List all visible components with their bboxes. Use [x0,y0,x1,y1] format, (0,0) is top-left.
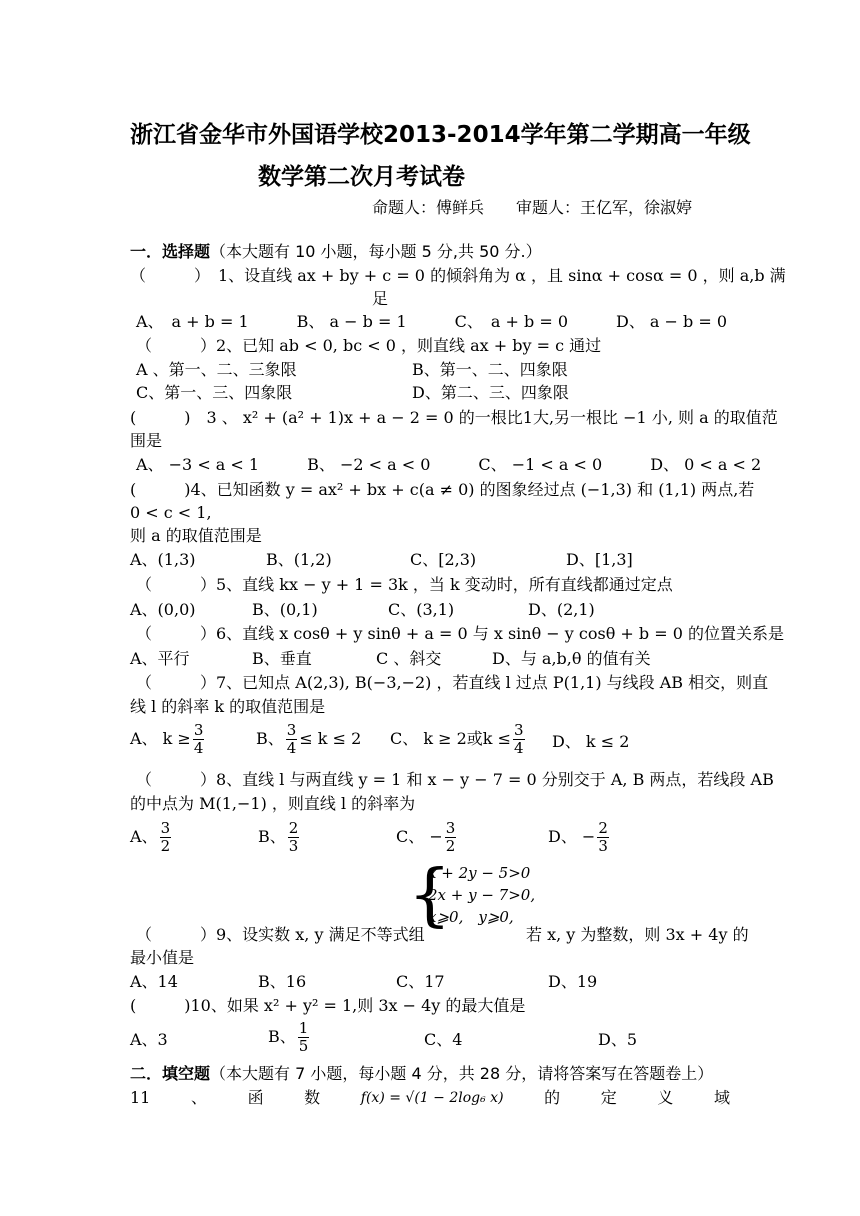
q8-option-c-fraction [445,820,457,855]
q9-option-d: D、19 [548,972,598,991]
q8-option-b-num: 2 [288,819,299,837]
q7-stem: （ ）7、已知点 A(2,3), B(−3,−2) ，若直线 l 过点 P(1,1) 与线段 AB 相交，则直 [136,673,769,692]
q4-stem-cont: 0 < c < 1, [130,503,212,522]
q11-word-4: 定 [600,1088,617,1107]
q8-option-d-label: D、 − [548,827,596,846]
q7-option-c [390,722,527,757]
authors-line: 命题人：傅鲜兵 审题人：王亿军，徐淑婷 [372,198,693,217]
q8-option-d-num: 2 [598,819,608,837]
q7-option-b [256,722,361,757]
q4-stem-cont2: 则 a 的取值范围是 [130,526,262,545]
q8-option-d-fraction [597,820,609,855]
q7-option-a-den: 4 [193,739,204,757]
q7-option-a-label: A、 k ≥ [130,729,191,748]
q5-option-a: A、(0,0) [130,600,196,619]
q7-option-b-fraction [286,722,298,757]
q4-option-d: D、[1,3] [566,550,633,569]
q9-system-brace: { [408,856,452,935]
q7-option-d: D、 k ≤ 2 [552,732,630,751]
q9-stem: （ ）9、设实数 x, y 满足不等式组 [136,925,425,944]
q2-option-c: C、第一、三、四象限 [136,383,293,402]
q8-stem-cont: 的中点为 M(1,−1) ，则直线 l 的斜率为 [130,794,416,813]
q10-option-b-label: B、 [268,1027,296,1046]
q1-stem: （ ） 1、设直线 ax + by + c = 0 的倾斜角为 α ，且 sinα + cosα = 0 ，则 a,b 满 [130,266,786,285]
q7-option-a-fraction [193,722,205,757]
q4-option-a: A、(1,3) [130,550,196,569]
q8-option-a [130,820,173,855]
q6-option-c: C 、斜交 [376,649,442,668]
q3-stem: ( ) 3 、 x² + (a² + 1)x + a − 2 = 0 的一根比1大,另一根比 −1 小, 则 a 的取值范 [130,408,778,427]
q7-option-a [130,722,206,757]
q5-stem: （ ）5、直线 kx − y + 1 = 3k ，当 k 变动时，所有直线都通过定点 [136,575,673,594]
q10-option-c: C、4 [424,1030,463,1049]
q10-stem: ( )10、如果 x² + y² = 1,则 3x − 4y 的最大值是 [130,996,526,1015]
q11-word-1: 函 [247,1088,264,1107]
q9-option-b: B、16 [258,972,307,991]
q6-option-d: D、与 a,b,θ 的值有关 [492,649,651,668]
q8-option-a-label: A、 [130,827,158,846]
q10-option-b-den: 5 [298,1037,309,1055]
q1-stem-cont: 足 [372,289,389,308]
q11-sep: 、 [190,1088,207,1107]
q1-options: A、 a + b = 1 B、 a − b = 1 C、 a + b = 0 D、 a − b = 0 [136,312,728,331]
q7-option-b-label: B、 [256,729,284,748]
q10-option-d: D、5 [598,1030,638,1049]
q11-word-3: 的 [544,1088,561,1107]
q8-option-a-fraction [160,820,172,855]
q2-stem: （ ）2、已知 ab < 0, bc < 0 ，则直线 ax + by = c 通过 [136,336,602,355]
q9-system-eq3: x⩾0, y⩾0, [428,908,514,926]
q10-option-a: A、3 [130,1030,168,1049]
q5-option-d: D、(2,1) [528,600,595,619]
q6-option-a: A、平行 [130,649,190,668]
q8-option-a-num: 3 [160,819,171,837]
q11-word-5: 义 [657,1088,674,1107]
q7-option-c-fraction [513,722,525,757]
q11-word-6: 域 [713,1088,730,1107]
q8-option-c-num: 3 [445,819,456,837]
q2-option-d: D、第二、三、四象限 [412,383,569,402]
q8-option-b-fraction [288,820,300,855]
q7-option-b-den: 4 [286,739,297,757]
q9-system [428,862,535,928]
section-1-note: （本大题有 10 小题，每小题 5 分,共 50 分.） [210,242,542,261]
q11-number: 11 [130,1088,151,1107]
q10-option-b-fraction [298,1020,310,1055]
section-2-note: （本大题有 7 小题，每小题 4 分，共 28 分，请将答案写在答题卷上） [210,1064,714,1083]
q5-option-b: B、(0,1) [252,600,318,619]
q4-option-c: C、[2,3) [410,550,477,569]
q8-option-b [258,820,301,855]
q3-options: A、 −3 < a < 1 B、 −2 < a < 0 C、 −1 < a < 0 D、 0 < a < 2 [136,455,762,474]
q7-option-a-num: 3 [193,721,204,739]
q5-option-c: C、(3,1) [388,600,455,619]
q7-stem-cont: 线 l 的斜率 k 的取值范围是 [130,697,326,716]
q8-option-d-den: 3 [598,837,608,855]
q8-option-c-label: C、 − [396,827,443,846]
q7-option-b-num: 3 [286,721,297,739]
q8-option-b-den: 3 [288,837,299,855]
q8-option-c [396,820,458,855]
section-1-header [130,242,542,262]
q8-stem: （ ）8、直线 l 与两直线 y = 1 和 x − y − 7 = 0 分别交于 A, B 两点，若线段 AB [136,770,774,789]
q10-option-b-num: 1 [298,1019,309,1037]
q9-system-eq1: x + 2y − 5>0 [428,864,531,882]
q11-word-2: 数 [304,1088,321,1107]
q9-option-c: C、17 [396,972,445,991]
q9-stem-cont: 最小值是 [130,948,195,967]
q4-option-b: B、(1,2) [266,550,332,569]
section-2-heading: 二．填空题 [130,1064,211,1083]
title-line-1: 浙江省金华市外国语学校2013-2014学年第二学期高一年级 [130,122,751,148]
q11-line [130,1088,730,1108]
q2-option-a: A 、第一、二、三象限 [136,360,297,379]
q7-option-b-tail: ≤ k ≤ 2 [299,729,362,748]
q9-stem-tail: 若 x, y 为整数，则 3x + 4y 的 [526,925,749,944]
q6-option-b: B、垂直 [252,649,312,668]
q9-system-eq2: 2x + y − 7>0, [428,886,536,904]
q7-option-c-den: 4 [513,739,524,757]
section-2-header [130,1064,713,1084]
q8-option-b-label: B、 [258,827,286,846]
q2-option-b: B、第一、二、四象限 [412,360,568,379]
title-line-2: 数学第二次月考试卷 [258,164,465,190]
q8-option-d [548,820,611,855]
section-1-heading: 一．选择题 [130,242,211,261]
q7-option-c-num: 3 [513,721,524,739]
q8-option-c-den: 2 [445,837,456,855]
q3-stem-cont: 围是 [130,431,163,450]
q11-formula: f(x) = √(1 − 2log₆ x) [360,1090,504,1106]
q6-stem: （ ）6、直线 x cosθ + y sinθ + a = 0 与 x sinθ − y cosθ + b = 0 的位置关系是 [136,624,785,643]
q7-option-c-label: C、 k ≥ 2或k ≤ [390,729,511,748]
q4-stem: ( )4、已知函数 y = ax² + bx + c(a ≠ 0) 的图象经过点 (−1,3) 和 (1,1) 两点,若 [130,480,755,499]
q8-option-a-den: 2 [160,837,171,855]
q9-option-a: A、14 [130,972,178,991]
q10-option-b [268,1020,311,1055]
